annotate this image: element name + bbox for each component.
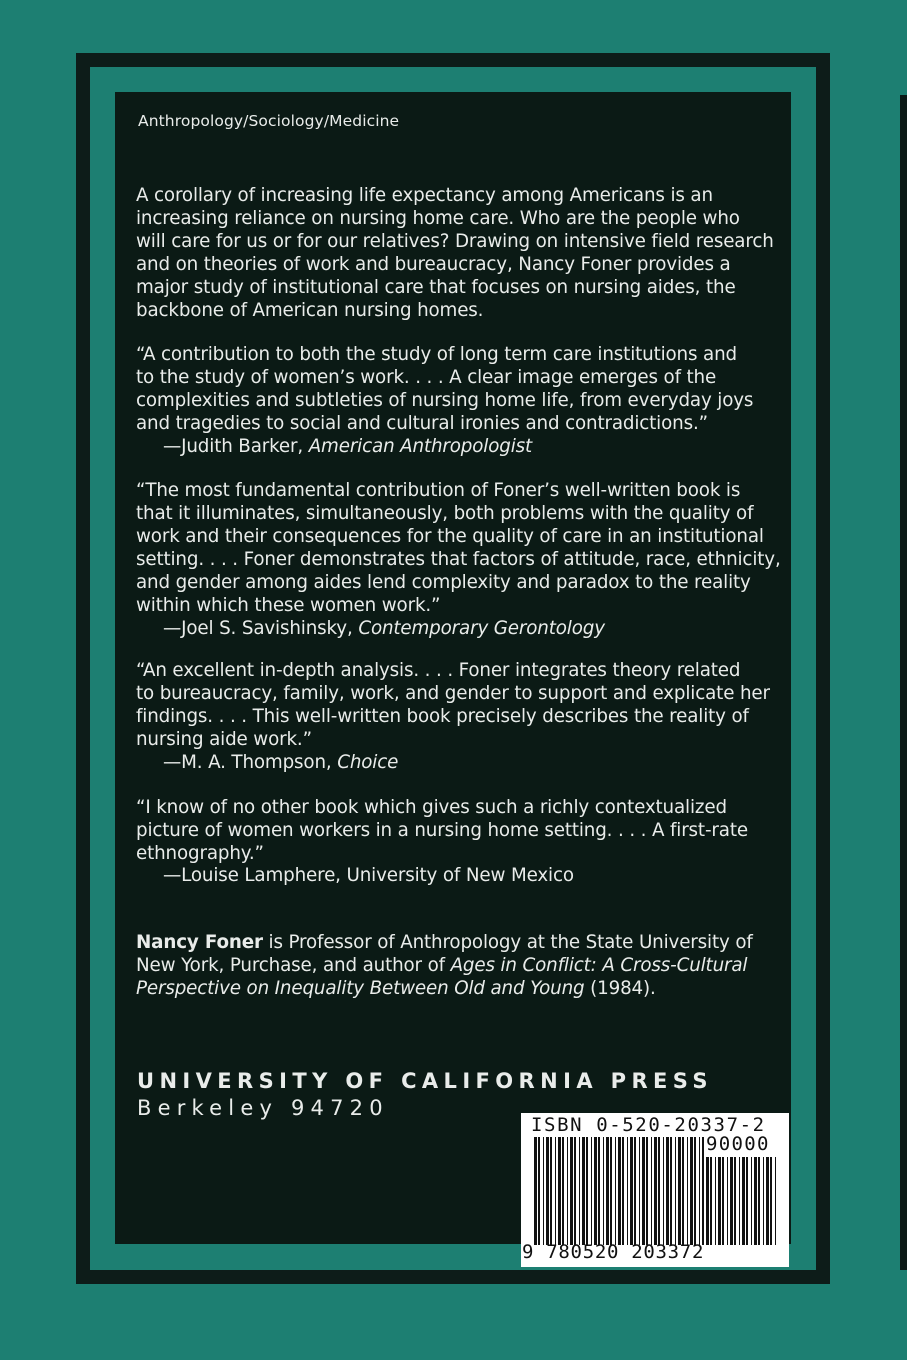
description-line: increasing reliance on nursing home care. Who are the people who	[136, 208, 740, 229]
barcode-bar	[618, 1137, 621, 1245]
review-line: “An excellent in-depth analysis. . . . Foner integrates theory related	[136, 660, 741, 681]
review-line: to the study of women’s work. . . . A clear image emerges of the	[136, 367, 717, 388]
description-line: backbone of American nursing homes.	[136, 300, 484, 321]
barcode-bar	[606, 1137, 609, 1245]
barcode-bar	[775, 1157, 776, 1245]
barcode-bar	[706, 1157, 709, 1245]
subject-category: Anthropology/Sociology/Medicine	[138, 112, 400, 130]
description-line: will care for us or for our relatives? Drawing on intensive field research	[136, 231, 774, 252]
review-source: Choice	[337, 752, 399, 773]
publisher-city: Berkeley 94720	[137, 1096, 389, 1120]
review-attribution	[163, 864, 574, 887]
barcode-bar	[751, 1157, 752, 1245]
barcode-bar	[690, 1137, 693, 1245]
barcode-bar	[758, 1157, 760, 1245]
review-line: “I know of no other book which gives such a richly contextualized	[136, 797, 727, 818]
review-quote	[136, 659, 770, 751]
review-line: and gender among aides lend complexity and paradox to the reality	[136, 572, 751, 593]
barcode-bar	[639, 1137, 640, 1245]
book-title: Ages in Conflict: A Cross-Cultural	[450, 955, 748, 976]
barcode-bar	[682, 1137, 684, 1245]
barcode-bar	[702, 1137, 704, 1245]
barcode-bar	[579, 1137, 580, 1245]
barcode-bar	[646, 1137, 648, 1245]
barcode-bar	[715, 1157, 716, 1245]
review-line: work and their consequences for the quality of care in an institutional	[136, 526, 764, 547]
review-attribution	[163, 435, 532, 458]
barcode-bar	[630, 1137, 633, 1245]
barcode-bar	[763, 1157, 764, 1245]
review-line: nursing aide work.”	[136, 729, 312, 750]
review-source: Contemporary Gerontology	[358, 618, 605, 639]
review-line: picture of women workers in a nursing home setting. . . . A first-rate	[136, 820, 748, 841]
barcode-bar	[546, 1137, 549, 1245]
barcode-bar	[658, 1137, 660, 1245]
author-name: Nancy Foner	[136, 932, 263, 953]
review-line: “The most fundamental contribution of Foner’s well-written book is	[136, 480, 741, 501]
barcode-bar	[710, 1157, 712, 1245]
barcode-bar	[687, 1137, 688, 1245]
barcode-bar	[694, 1137, 696, 1245]
barcode-bar	[558, 1137, 561, 1245]
review-line: that it illuminates, simultaneously, both problems with the quality of	[136, 503, 754, 524]
description-line: major study of institutional care that focuses on nursing aides, the	[136, 277, 736, 298]
barcode-bar	[670, 1137, 672, 1245]
barcode-bar	[615, 1137, 616, 1245]
bio-line	[136, 977, 753, 1000]
addon-barcode-bars	[706, 1157, 778, 1245]
review-quote	[136, 479, 781, 617]
barcode-bar	[766, 1157, 769, 1245]
reviewer-name: —Louise Lamphere, University of New Mexico	[163, 865, 574, 886]
barcode-bar	[555, 1137, 556, 1245]
barcode-bar	[586, 1137, 588, 1245]
barcode-bar	[754, 1157, 757, 1245]
review-quote	[136, 343, 753, 435]
barcode-bar	[675, 1137, 676, 1245]
publisher-name: UNIVERSITY OF CALIFORNIA PRESS	[137, 1069, 713, 1093]
review-attribution	[163, 617, 605, 640]
description-paragraph	[136, 184, 774, 322]
review-quote	[136, 796, 748, 865]
barcode-bar	[550, 1137, 552, 1245]
description-line: and on theories of work and bureaucracy, Nancy Foner provides a	[136, 254, 731, 275]
barcode-bar	[562, 1137, 564, 1245]
author-bio	[136, 931, 753, 1000]
barcode-bar	[722, 1157, 724, 1245]
barcode-bar	[734, 1157, 736, 1245]
barcode-bar	[663, 1137, 664, 1245]
barcode-bar	[642, 1137, 645, 1245]
barcode-bar	[678, 1137, 681, 1245]
review-line: setting. . . . Foner demonstrates that factors of attitude, race, ethnicity,	[136, 549, 781, 570]
review-source: American Anthropologist	[308, 436, 533, 457]
review-attribution	[163, 751, 398, 774]
barcode-bar	[594, 1137, 597, 1245]
reviewer-name: —M. A. Thompson,	[163, 752, 332, 773]
barcode-bar	[591, 1137, 592, 1245]
bio-text: is Professor of Anthropology at the State University of	[262, 932, 753, 953]
barcode-bar	[538, 1137, 540, 1245]
barcode-bar	[770, 1157, 772, 1245]
bio-line	[136, 954, 753, 977]
barcode-bar	[739, 1157, 740, 1245]
barcode-bar	[654, 1137, 657, 1245]
description-line: A corollary of increasing life expectancy among Americans is an	[136, 185, 713, 206]
reviewer-name: —Judith Barker,	[163, 436, 304, 457]
barcode-bar	[574, 1137, 576, 1245]
book-title: Perspective on Inequality Between Old and Young	[136, 978, 585, 999]
review-line: ethnography.”	[136, 843, 264, 864]
barcode-bar	[634, 1137, 636, 1245]
barcode-bar	[543, 1137, 544, 1245]
barcode-bar	[610, 1137, 612, 1245]
barcode-bar	[627, 1137, 628, 1245]
barcode-bar	[727, 1157, 728, 1245]
barcode-bar	[570, 1137, 573, 1245]
review-line: complexities and subtleties of nursing home life, from everyday joys	[136, 390, 754, 411]
barcode-bar	[622, 1137, 624, 1245]
isbn-number: ISBN 0-520-20337-2	[531, 1114, 766, 1136]
barcode-bar	[730, 1157, 733, 1245]
barcode-bar	[582, 1137, 585, 1245]
barcode-bar	[603, 1137, 604, 1245]
bio-text: (1984).	[584, 978, 656, 999]
ean-number: 9 780520 203372	[522, 1241, 705, 1263]
price-code: 90000	[706, 1133, 770, 1155]
review-line: to bureaucracy, family, work, and gender to support and explicate her	[136, 683, 770, 704]
barcode-bar	[567, 1137, 568, 1245]
barcode-bar	[718, 1157, 721, 1245]
review-line: findings. . . . This well-written book precisely describes the reality of	[136, 706, 749, 727]
barcode-bar	[699, 1137, 700, 1245]
barcode-bar	[746, 1157, 748, 1245]
review-line: “A contribution to both the study of long term care institutions and	[136, 344, 737, 365]
barcode-bar	[534, 1137, 537, 1245]
barcode-bar	[666, 1137, 669, 1245]
barcode-bar	[598, 1137, 600, 1245]
barcode	[521, 1113, 789, 1267]
barcode-bar	[651, 1137, 652, 1245]
barcode-bars	[534, 1137, 704, 1245]
bio-text: New York, Purchase, and author of	[136, 955, 451, 976]
review-line: within which these women work.”	[136, 595, 441, 616]
barcode-bar	[742, 1157, 745, 1245]
bio-line	[136, 931, 753, 954]
spine-edge	[900, 95, 907, 1270]
reviewer-name: —Joel S. Savishinsky,	[163, 618, 353, 639]
review-line: and tragedies to social and cultural ironies and contradictions.”	[136, 413, 708, 434]
